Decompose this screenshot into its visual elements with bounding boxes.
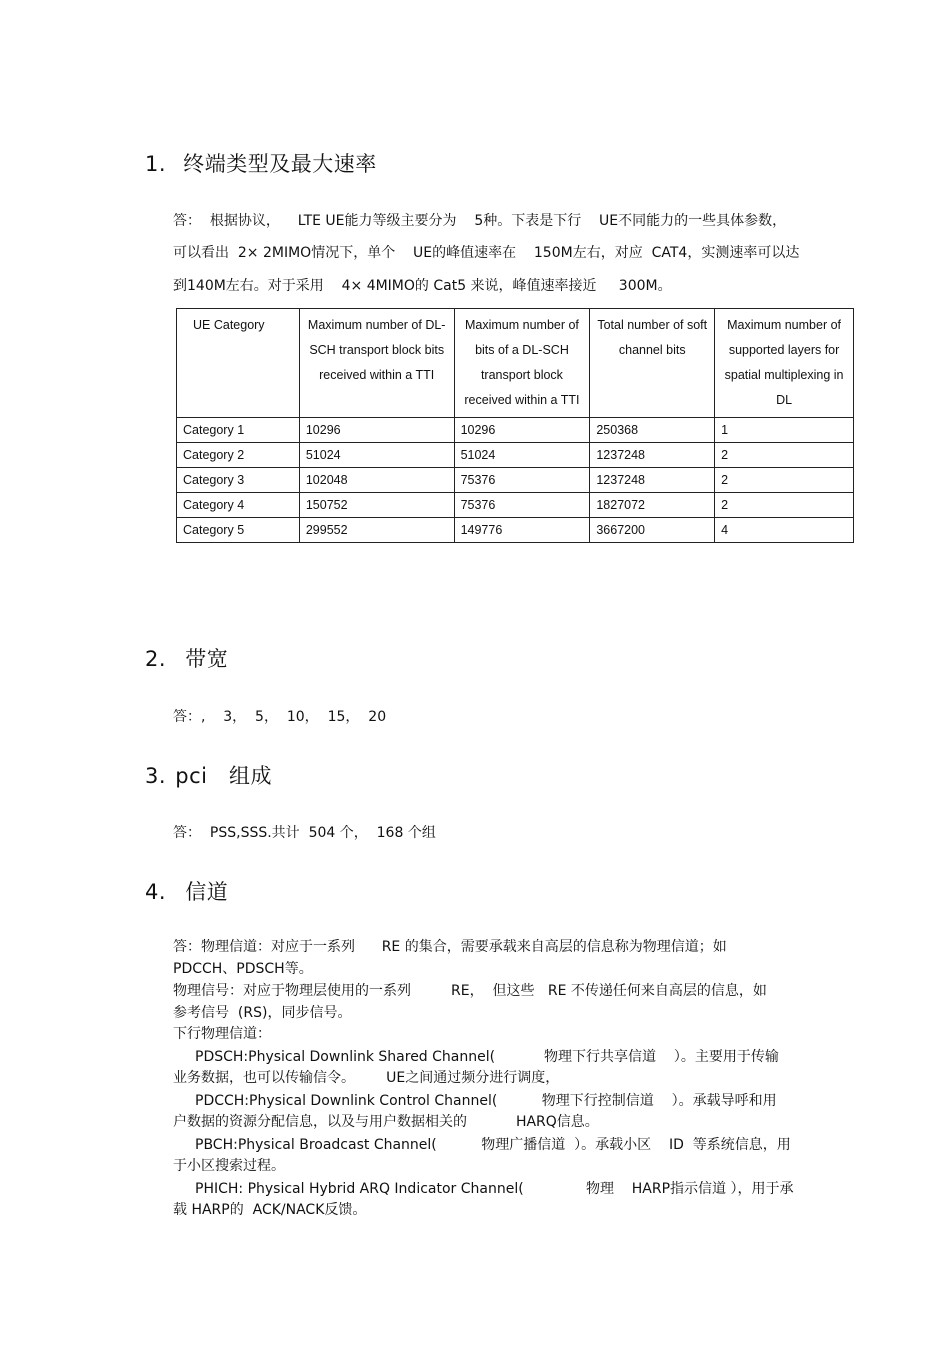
section-4-heading: [145, 876, 228, 906]
s2-answer: 答：, 3， 5， 10， 15， 20: [173, 709, 387, 725]
section-title: 信道: [185, 880, 229, 904]
s3-answer: 答： PSS,SSS.共计 504 个， 168 个组: [173, 825, 436, 841]
s4-line: PDSCH:Physical Downlink Shared Channel( 物理下行共享信道 ）。主要用于传输: [195, 1049, 779, 1065]
header-soft-channel-bits: Total number of soft channel bits: [590, 309, 715, 418]
table-cell: Category 1: [177, 418, 300, 443]
section-title: pci 组成: [175, 764, 272, 788]
table-cell: 4: [715, 518, 854, 543]
header-spatial-layers: Maximum number of supported layers for spatial multiplexing in DL: [715, 309, 854, 418]
section-number: 1.: [145, 152, 167, 176]
s4-line: 下行物理信道：: [173, 1026, 271, 1042]
table-row: [177, 468, 854, 493]
table-cell: 250368: [590, 418, 715, 443]
table-cell: 102048: [299, 468, 454, 493]
table-row: [177, 418, 854, 443]
table-cell: Category 5: [177, 518, 300, 543]
s4-line: 答：物理信道：对应于一系列 RE 的集合，需要承载来自高层的信息称为物理信道；如: [173, 939, 727, 955]
table-cell: 75376: [454, 493, 590, 518]
section-number: 2.: [145, 647, 167, 671]
table-cell: Category 4: [177, 493, 300, 518]
section-number: 3.: [145, 764, 167, 788]
table-cell: 10296: [299, 418, 454, 443]
header-max-transport-bits: Maximum number of DL-SCH transport block bits received within a TTI: [299, 309, 454, 418]
table-cell: 1237248: [590, 443, 715, 468]
table-cell: 3667200: [590, 518, 715, 543]
s4-line: PHICH: Physical Hybrid ARQ Indicator Channel( 物理 HARP指示信道 ），用于承: [195, 1181, 794, 1197]
table-cell: 75376: [454, 468, 590, 493]
s4-line: 于小区搜索过程。: [173, 1158, 285, 1174]
table-cell: 1: [715, 418, 854, 443]
s4-line: 参考信号 (RS)，同步信号。: [173, 1005, 352, 1021]
header-ue-category: UE Category: [177, 309, 300, 418]
s4-line: 物理信号：对应于物理层使用的一系列 RE， 但这些 RE 不传递任何来自高层的信息，如: [173, 983, 767, 999]
table-cell: 51024: [454, 443, 590, 468]
ue-category-table: [176, 308, 854, 543]
table-header-row: [177, 309, 854, 418]
table-cell: 2: [715, 493, 854, 518]
table-row: [177, 443, 854, 468]
table-cell: 150752: [299, 493, 454, 518]
table-cell: 2: [715, 468, 854, 493]
s4-line: PDCCH:Physical Downlink Control Channel( 物理下行控制信道 ）。承载导呼和用: [195, 1093, 777, 1109]
section-2-heading: [145, 643, 228, 673]
table-row: [177, 518, 854, 543]
s4-line: PBCH:Physical Broadcast Channel( 物理广播信道 ）。承载小区 ID 等系统信息，用: [195, 1137, 791, 1153]
table-cell: Category 3: [177, 468, 300, 493]
table-row: [177, 493, 854, 518]
s4-line: PDCCH、PDSCH等。: [173, 961, 313, 977]
section-1-heading: [145, 148, 377, 178]
table-cell: 1827072: [590, 493, 715, 518]
table-cell: 51024: [299, 443, 454, 468]
table-cell: 299552: [299, 518, 454, 543]
s4-line: 业务数据，也可以传输信令。 UE之间通过频分进行调度，: [173, 1070, 560, 1086]
section-number: 4.: [145, 880, 167, 904]
table-cell: 149776: [454, 518, 590, 543]
s1-line-2: 可以看出 2× 2MIMO情况下，单个 UE的峰值速率在 150M左右，对应 CAT4，实测速率可以达: [173, 245, 800, 261]
header-max-bits-per-block: Maximum number of bits of a DL-SCH transport block received within a TTI: [454, 309, 590, 418]
section-3-heading: [145, 760, 272, 790]
s1-line-1: 答： 根据协议， LTE UE能力等级主要分为 5种。下表是下行 UE不同能力的一些具体参数，: [173, 213, 787, 229]
table-cell: Category 2: [177, 443, 300, 468]
table-cell: 2: [715, 443, 854, 468]
s4-line: 载 HARP的 ACK/NACK反馈。: [173, 1202, 367, 1218]
section-title: 终端类型及最大速率: [183, 152, 377, 176]
table-cell: 1237248: [590, 468, 715, 493]
s1-line-3: 到140M左右。对于采用 4× 4MIMO的 Cat5 来说，峰值速率接近 300M。: [173, 278, 672, 294]
section-title: 带宽: [185, 647, 229, 671]
s4-line: 户数据的资源分配信息，以及与用户数据相关的 HARQ信息。: [173, 1114, 599, 1130]
table-cell: 10296: [454, 418, 590, 443]
